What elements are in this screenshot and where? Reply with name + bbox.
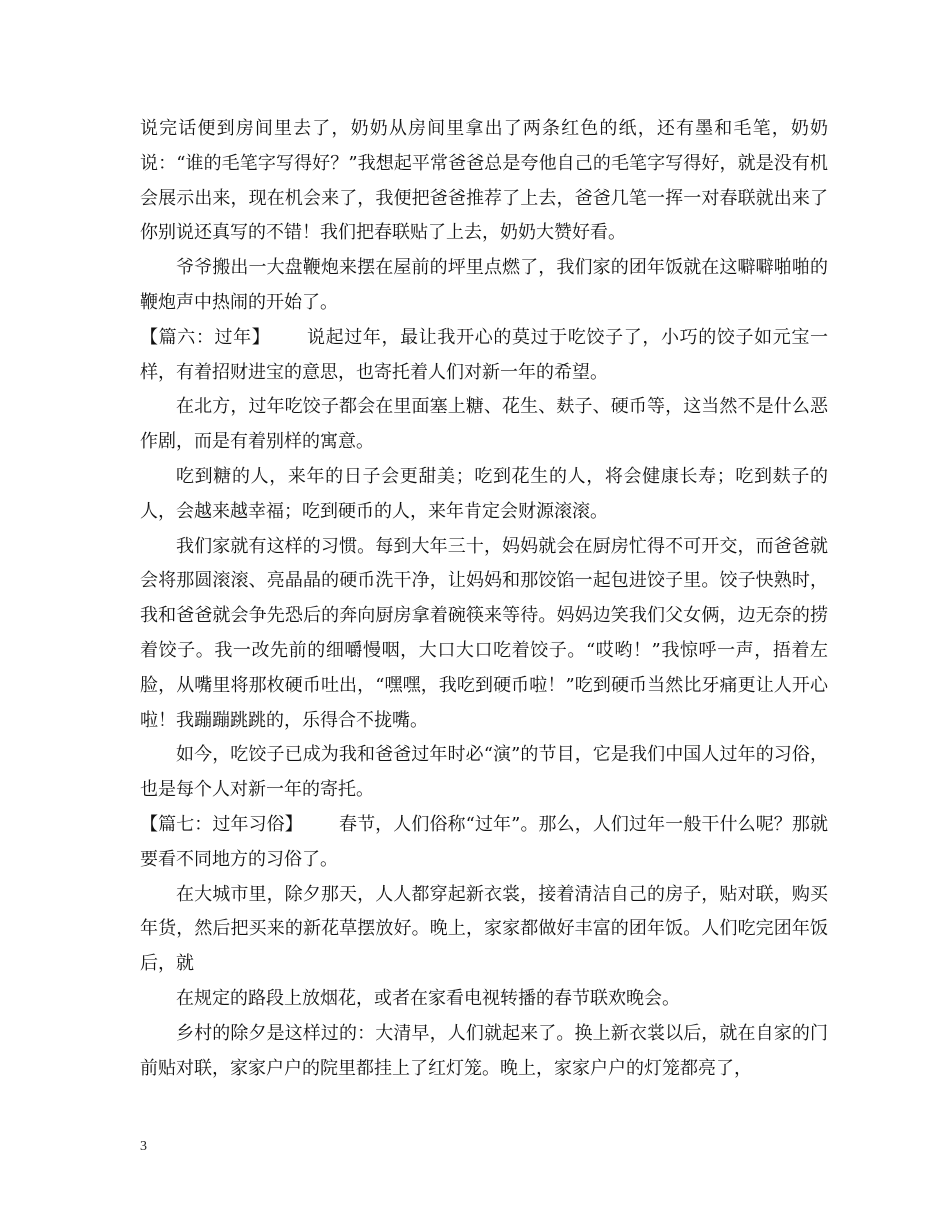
paragraph-4	[140, 390, 828, 460]
paragraph-7	[140, 738, 828, 808]
paragraph-text: 在大城市里，除夕那天，人人都穿起新衣裳，接着清洁自己的房子，贴对联，购买年货，然后把买来的新花草摆放好。晚上，家家都做好丰富的团年饭。人们吃完团年饭后，就	[140, 883, 828, 975]
page-number: 3	[140, 1139, 147, 1154]
paragraph-9	[140, 878, 828, 982]
paragraph-1	[140, 112, 828, 251]
paragraph-text: 乡村的除夕是这样过的：大清早，人们就起来了。换上新衣裳以后，就在自家的门前贴对联，家家户户的院里都挂上了红灯笼。晚上，家家户户的灯笼都亮了，	[140, 1022, 828, 1079]
paragraph-text: 春节，人们俗称“过年”。那么，人们过年一般干什么呢？那就要看不同地方的习俗了。	[140, 813, 828, 870]
paragraph-text: 爷爷搬出一大盘鞭炮来摆在屋前的坪里点燃了，我们家的团年饭就在这噼噼啪啪的鞭炮声中热闹的开始了。	[140, 257, 828, 313]
paragraph-text: 在规定的路段上放烟花，或者在家看电视转播的春节联欢晚会。	[176, 987, 680, 1009]
paragraph-3	[140, 321, 828, 391]
section-heading-6: 【篇六：过年】	[140, 326, 271, 348]
paragraph-text: 在北方，过年吃饺子都会在里面塞上糖、花生、麸子、硬币等，这当然不是什么恶作剧，而是有着别样的寓意。	[140, 396, 828, 453]
paragraph-10	[140, 982, 828, 1017]
paragraph-6	[140, 530, 828, 739]
paragraph-text: 吃到糖的人，来年的日子会更甜美；吃到花生的人，将会健康长寿；吃到麸子的人，会越来越幸福；吃到硬币的人，来年肯定会财源滚滚。	[140, 465, 828, 522]
section-heading-7: 【篇七：过年习俗】	[140, 813, 303, 835]
paragraph-text: 说完话便到房间里去了，奶奶从房间里拿出了两条红色的纸，还有墨和毛笔，奶奶说：“谁的毛笔字写得好？”我想起平常爸爸总是夸他自己的毛笔字写得好，就是没有机会展示出来，现在机会来了，我便把爸爸推荐了上去，爸爸几笔一挥一对春联就出来了你别说还真写的不错！我们把春联贴了上去，奶奶大赞好看。	[140, 118, 828, 244]
paragraph-5	[140, 460, 828, 530]
document-body	[140, 112, 828, 1086]
paragraph-2	[140, 251, 828, 321]
paragraph-8	[140, 808, 828, 878]
paragraph-text: 我们家就有这样的习惯。每到大年三十，妈妈就会在厨房忙得不可开交，而爸爸就会将那圆滚滚、亮晶晶的硬币洗干净，让妈妈和那饺馅一起包进饺子里。饺子快熟时，我和爸爸就会争先恐后的奔向厨房拿着碗筷来等待。妈妈边笑我们父女俩，边无奈的捞着饺子。我一改先前的细嚼慢咽，大口大口吃着饺子。“哎哟！”我惊呼一声，捂着左脸，从嘴里将那枚硬币吐出，“嘿嘿，我吃到硬币啦！”吃到硬币当然比牙痛更让人开心啦！我蹦蹦跳跳的，乐得合不拢嘴。	[140, 535, 828, 731]
paragraph-text: 说起过年，最让我开心的莫过于吃饺子了，小巧的饺子如元宝一样，有着招财进宝的意思，也寄托着人们对新一年的希望。	[140, 326, 829, 383]
paragraph-11	[140, 1017, 828, 1087]
paragraph-text: 如今，吃饺子已成为我和爸爸过年时必“演”的节目，它是我们中国人过年的习俗，也是每个人对新一年的寄托。	[140, 744, 828, 801]
